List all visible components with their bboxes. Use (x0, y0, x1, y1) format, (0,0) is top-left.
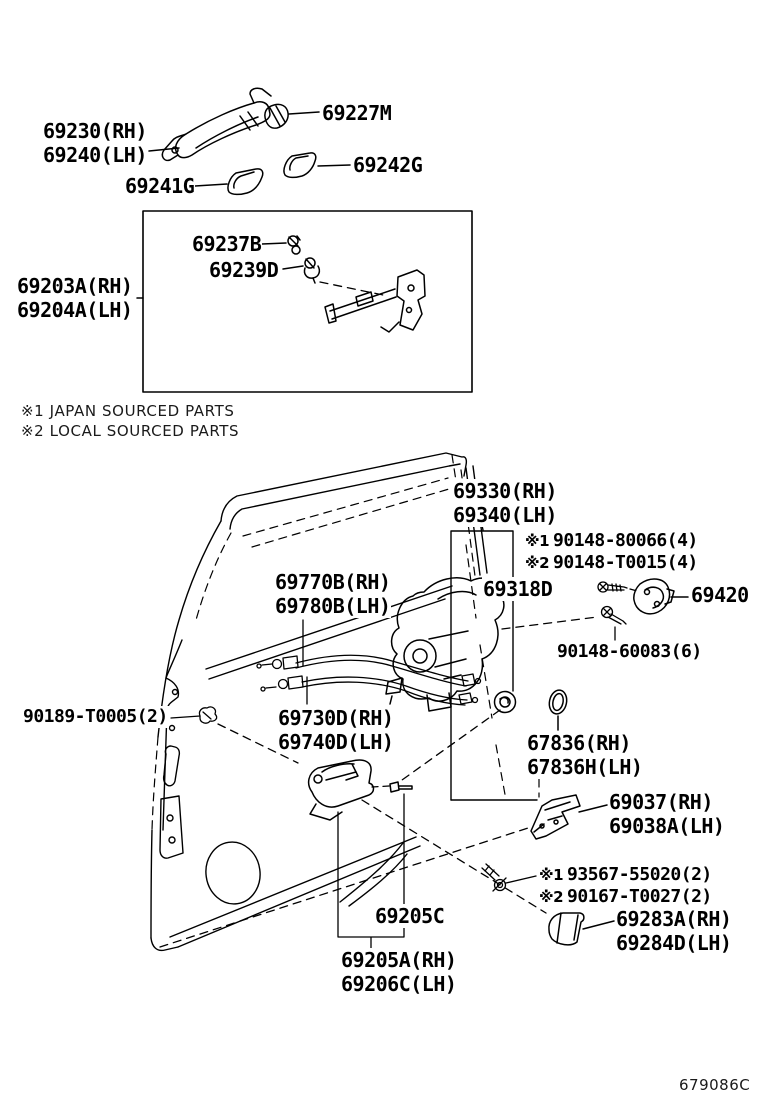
part-label-handle-clip-lower: 69239D (209, 258, 279, 282)
part-label-lock-cover (608, 790, 725, 838)
handle-pad-front-drawing (195, 169, 263, 195)
part-label-release-cable (277, 706, 394, 754)
part-label-outside-handle (42, 119, 148, 167)
part-label-door-lock-assy (452, 479, 558, 527)
note-local-sourced: ※2 LOCAL SOURCED PARTS (21, 422, 240, 440)
part-label-cushion-grommet (526, 731, 643, 779)
part-label-handle-pad-front: 69241G (125, 174, 195, 198)
part-label-lock-screws (524, 530, 699, 574)
lock-cables-drawing (257, 620, 481, 705)
ref-mark: ※1 (525, 532, 550, 550)
handle-clip-upper-drawing (262, 236, 300, 254)
part-number: 69770B(RH) (275, 570, 391, 594)
fastener-row (525, 530, 698, 552)
part-label-striker-screw: 90148-60083(6) (557, 641, 702, 662)
ref-mark: ※2 (539, 888, 564, 906)
fastener-row (539, 886, 712, 908)
part-label-child-protector-cover: 69318D (483, 577, 553, 601)
handle-frame-box (137, 211, 472, 392)
part-number: 69206C(LH) (341, 972, 457, 996)
cushion-grommet-drawing (547, 688, 569, 730)
part-number: 69283A(RH) (616, 907, 732, 931)
part-label-handle-frame-base (16, 274, 133, 322)
part-number: 69205A(RH) (341, 948, 457, 972)
part-number: 69284D(LH) (616, 931, 732, 955)
part-number: 69230(RH) (43, 119, 147, 143)
part-label-inside-handle-screw: 69205C (375, 904, 445, 928)
handle-cover-cap-drawing (265, 104, 319, 128)
handle-screw-drawing (482, 864, 536, 891)
frame-base-bracket-drawing (325, 270, 425, 332)
door-panel-drawing (151, 453, 506, 950)
fastener-row (525, 552, 698, 574)
note-japan-sourced: ※1 JAPAN SOURCED PARTS (21, 402, 235, 420)
part-number: 69204A(LH) (17, 298, 133, 322)
part-number: 69340(LH) (453, 503, 557, 527)
lock-screw-drawing (598, 582, 637, 592)
striker-screw-drawing (502, 607, 626, 641)
part-number: 90167-T0027(2) (567, 886, 712, 907)
part-number: 69037(RH) (609, 790, 713, 814)
handle-pad-rear-drawing (284, 153, 350, 178)
part-label-striker-plate: 69420 (691, 583, 749, 607)
part-number: 69203A(RH) (17, 274, 133, 298)
part-number: 67836H(LH) (527, 755, 643, 779)
part-number: 69240(LH) (43, 143, 147, 167)
part-number: 69038A(LH) (609, 814, 725, 838)
handle-bezel-cover-drawing (549, 913, 614, 945)
part-label-locking-cable (274, 570, 391, 618)
handle-clip-lower-drawing (283, 258, 388, 296)
part-number: 93567-55020(2) (567, 864, 712, 885)
part-label-handle-bezel-cover (615, 907, 732, 955)
part-label-handle-screws (538, 864, 713, 908)
fastener-row (539, 864, 712, 886)
diagram-code: 679086C (679, 1076, 751, 1094)
part-label-inside-handle (340, 948, 457, 996)
part-number: 69730D(RH) (278, 706, 394, 730)
ref-mark: ※2 (525, 554, 550, 572)
part-label-door-clip: 90189-T0005(2) (23, 706, 168, 727)
part-label-handle-pad-rear: 69242G (353, 153, 423, 177)
part-number: 90148-80066(4) (553, 530, 698, 551)
part-number: 67836(RH) (527, 731, 631, 755)
part-label-handle-clip-upper: 69237B (192, 232, 262, 256)
part-label-handle-cover-cap: 69227M (322, 101, 392, 125)
lock-cover-drawing (531, 795, 607, 839)
lock-grommet-drawing (495, 692, 516, 713)
part-number: 69740D(LH) (278, 730, 394, 754)
part-number: 69780B(LH) (275, 594, 391, 618)
outside-handle-drawing (149, 88, 271, 160)
part-number: 90148-T0015(4) (553, 552, 698, 573)
striker-plate-drawing (634, 579, 688, 614)
part-number: 69330(RH) (453, 479, 557, 503)
ref-mark: ※1 (539, 866, 564, 884)
